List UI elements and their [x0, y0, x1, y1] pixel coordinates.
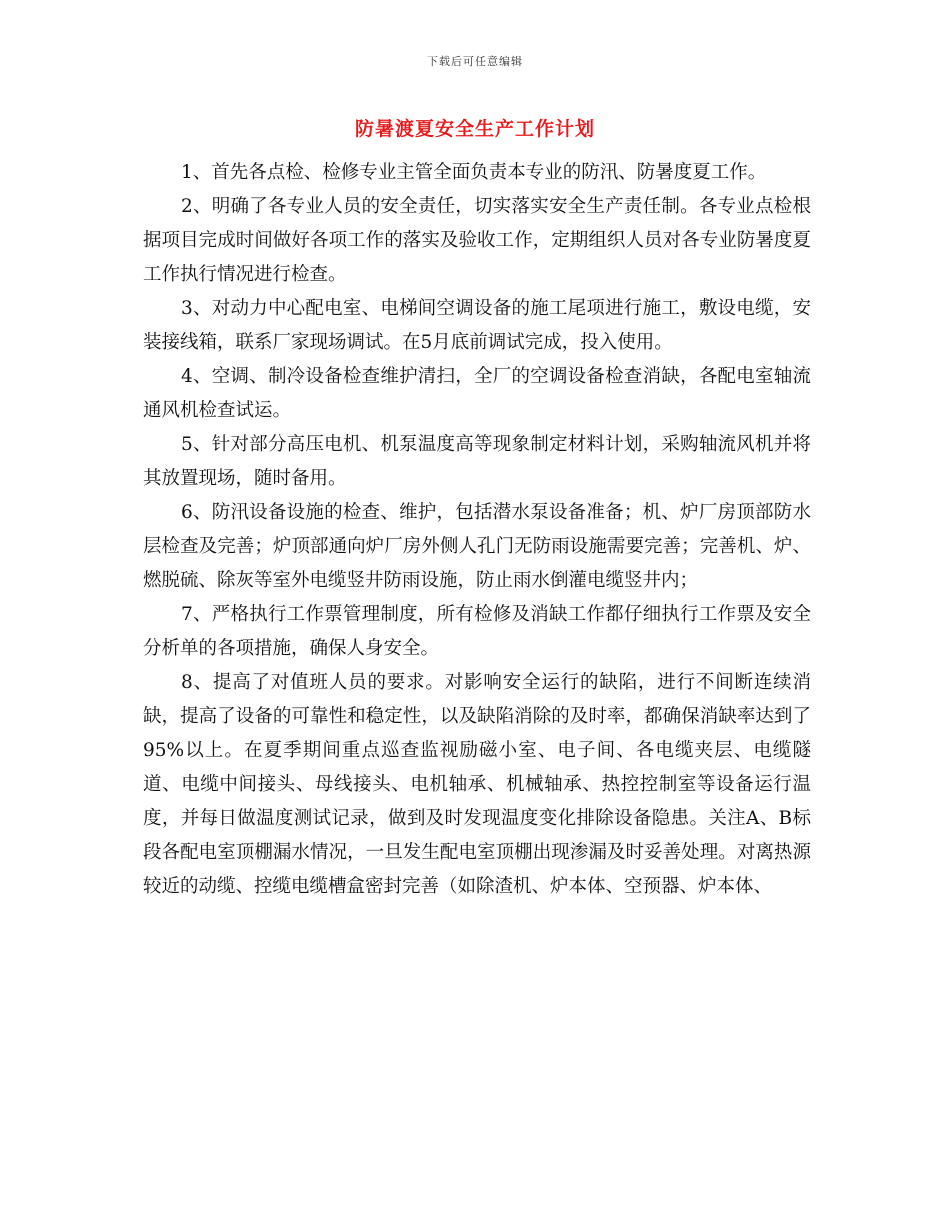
paragraph-4: 4、空调、制冷设备检查维护清扫，全厂的空调设备检查消缺，各配电室轴流通风机检查试运。	[143, 366, 811, 421]
paragraph-6: 6、防汛设备设施的检查、维护，包括潜水泵设备准备；机、炉厂房顶部防水层检查及完善；炉顶部通向炉厂房外侧人孔门无防雨设施需要完善；完善机、炉、燃脱硫、除灰等室外电缆竖井防雨设施，防止雨水倒灌电缆竖井内；	[143, 502, 811, 591]
paragraph-7: 7、严格执行工作票管理制度，所有检修及消缺工作都仔细执行工作票及安全分析单的各项措施，确保人身安全。	[143, 604, 811, 659]
paragraph-2: 2、明确了各专业人员的安全责任，切实落实安全生产责任制。各专业点检根据项目完成时间做好各项工作的落实及验收工作，定期组织人员对各专业防暑度夏工作执行情况进行检查。	[143, 196, 811, 285]
paragraph-1: 1、首先各点检、检修专业主管全面负责本专业的防汛、防暑度夏工作。	[181, 162, 767, 183]
paragraph-3: 3、对动力中心配电室、电梯间空调设备的施工尾项进行施工，敷设电缆，安装接线箱，联系厂家现场调试。在5月底前调试完成，投入使用。	[143, 298, 811, 353]
page-header: 下载后可任意编辑	[427, 55, 523, 68]
document-body	[143, 156, 811, 904]
paragraph-8: 8、提高了对值班人员的要求。对影响安全运行的缺陷，进行不间断连续消缺，提高了设备的可靠性和稳定性，以及缺陷消除的及时率，都确保消缺率达到了95%以上。在夏季期间重点巡查监视励磁小室、电子间、各电缆夹层、电缆隧道、电缆中间接头、母线接头、电机轴承、机械轴承、热控控制室等设备运行温度，并每日做温度测试记录，做到及时发现温度变化排除设备隐患。关注A、B标段各配电室顶棚漏水情况，一旦发生配电室顶棚出现渗漏及时妥善处理。对离热源较近的动缆、控缆电缆槽盒密封完善（如除渣机、炉本体、空预器、炉本体、	[143, 672, 811, 897]
paragraph-5: 5、针对部分高压电机、机泵温度高等现象制定材料计划，采购轴流风机并将其放置现场，随时备用。	[143, 434, 811, 489]
document-title: 防暑渡夏安全生产工作计划	[354, 118, 595, 140]
